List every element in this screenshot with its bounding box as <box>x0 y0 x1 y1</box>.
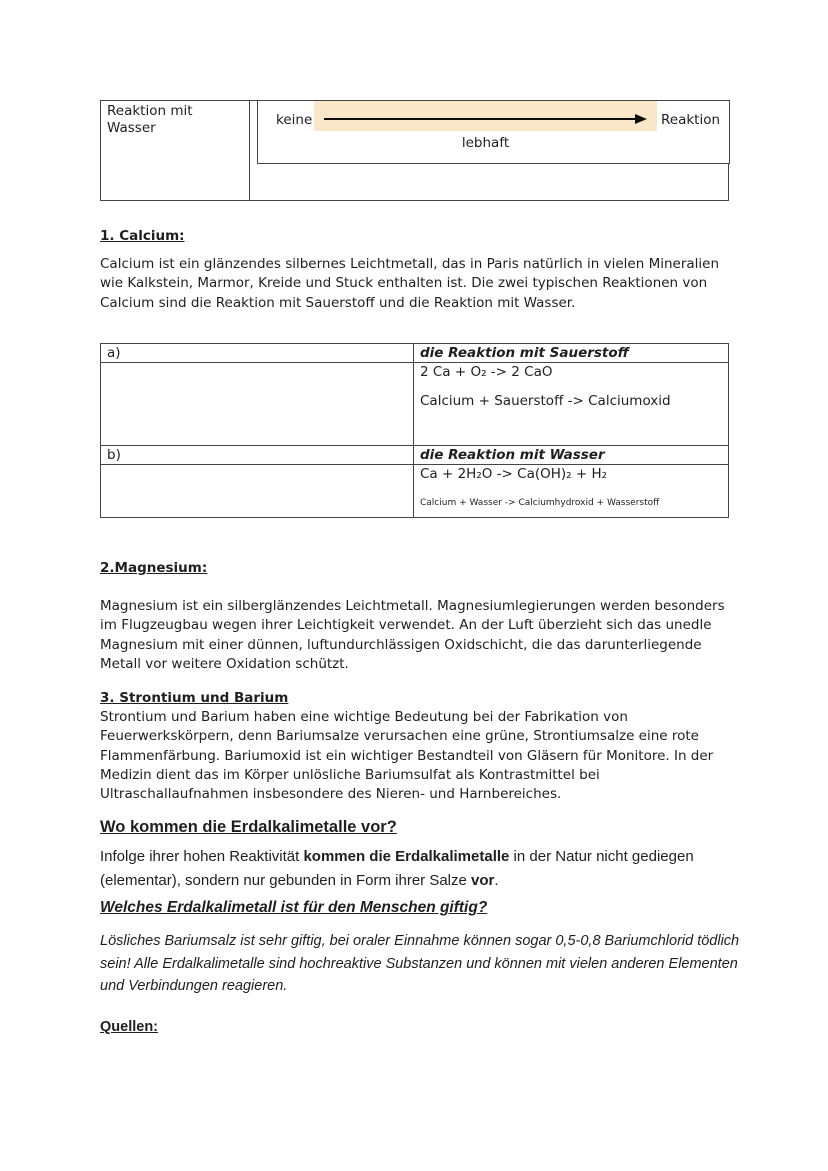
water-table-scale-cell <box>250 101 728 200</box>
row-b-title-cell: die Reaktion mit Wasser <box>414 446 729 465</box>
occurrence-text-post: . <box>494 872 499 889</box>
occurrence-text-pre: Infolge ihrer hohen Reaktivität <box>100 848 304 865</box>
occurrence-text-mid: in der Natur nicht gediegen (elementar), sondern nur gebunden in Form ihrer Salze <box>100 848 694 889</box>
trend-highlight-band <box>314 101 657 131</box>
table-row <box>101 465 729 518</box>
magnesium-paragraph: Magnesium ist ein silberglänzendes Leichtmetall. Magnesiumlegierungen werden besonders im Flugzeugbau wegen ihrer Leichtigkeit verwendet. An der Luft überzieht sich das unedle Magnesium mit einer dünnen, luftundurchlässigen Oxidschicht, die das darunterliegende Metall vor weitere Oxidation schützt. <box>100 598 725 672</box>
calcium-heading: 1. Calcium: <box>100 228 185 244</box>
scale-left-label: keine <box>276 112 313 128</box>
row-b-content-cell <box>414 465 729 518</box>
row-b-word-equation: Calcium + Wasser -> Calciumhydroxid + Wasserstoff <box>420 498 660 508</box>
reaction-water-table <box>100 100 729 201</box>
row-a-content-cell <box>414 363 729 446</box>
row-a-empty-cell <box>101 363 414 446</box>
occurrence-text-bold2: vor <box>471 872 495 889</box>
right-arrow-icon <box>324 118 636 120</box>
reaction-scale-box <box>257 100 730 164</box>
water-table-label: Reaktion mit Wasser <box>107 103 193 136</box>
calcium-reactions-table <box>100 343 729 518</box>
occurrence-paragraph <box>100 845 715 893</box>
row-a-title-cell: die Reaktion mit Sauerstoff <box>414 344 729 363</box>
row-a-equation: 2 Ca + O₂ -> 2 CaO <box>420 364 553 380</box>
toxicity-heading: Welches Erdalkalimetall ist für den Menschen giftig? <box>100 899 488 916</box>
sources-heading: Quellen: <box>100 1019 159 1035</box>
occurrence-text-bold1: kommen die Erdalkalimetalle <box>303 848 510 865</box>
scale-center-label: lebhaft <box>461 135 510 151</box>
magnesium-heading: 2.Magnesium: <box>100 560 208 576</box>
occurrence-heading: Wo kommen die Erdalkalimetalle vor? <box>100 818 397 836</box>
calcium-paragraph: Calcium ist ein glänzendes silbernes Leichtmetall, das in Paris natürlich in vielen Mineralien wie Kalkstein, Marmor, Kreide und Stuck enthalten ist. Die zwei typischen Reaktionen von Calcium sind die Reaktion mit Sauerstoff und die Reaktion mit Wasser. <box>100 256 720 311</box>
water-table-label-cell <box>101 101 250 200</box>
row-a-label-cell: a) <box>101 344 414 363</box>
table-row <box>101 363 729 446</box>
row-b-label-cell: b) <box>101 446 414 465</box>
table-row <box>101 344 729 363</box>
strontium-barium-paragraph: Strontium und Barium haben eine wichtige Bedeutung bei der Fabrikation von Feuerwerkskörpern, denn Bariumsalze verursachen eine grüne, Strontiumsalze eine rote Flammenfärbung. Bariumoxid ist ein wichtiger Bestandteil von Gläsern für Monitore. In der Medizin dient das im Körper unlösliche Bariumsulfat als Kontrastmittel bei Ultraschallaufnahmen insbesondere des Nieren- und Harnbereiches. <box>100 709 714 803</box>
toxicity-paragraph: Lösliches Bariumsalz ist sehr giftig, bei oraler Einnahme können sogar 0,5-0,8 Bariumchlorid tödlich sein! Alle Erdalkalimetalle sind hochreaktive Substanzen und können mit vielen anderen Elementen und Verbindungen reagieren. <box>100 933 740 994</box>
table-row <box>101 446 729 465</box>
row-b-empty-cell <box>101 465 414 518</box>
row-b-equation: Ca + 2H₂O -> Ca(OH)₂ + H₂ <box>420 466 608 482</box>
strontium-barium-heading: 3. Strontium und Barium <box>100 690 289 706</box>
row-a-word-equation: Calcium + Sauerstoff -> Calciumoxid <box>420 393 671 409</box>
scale-right-label: Reaktion <box>661 112 721 128</box>
